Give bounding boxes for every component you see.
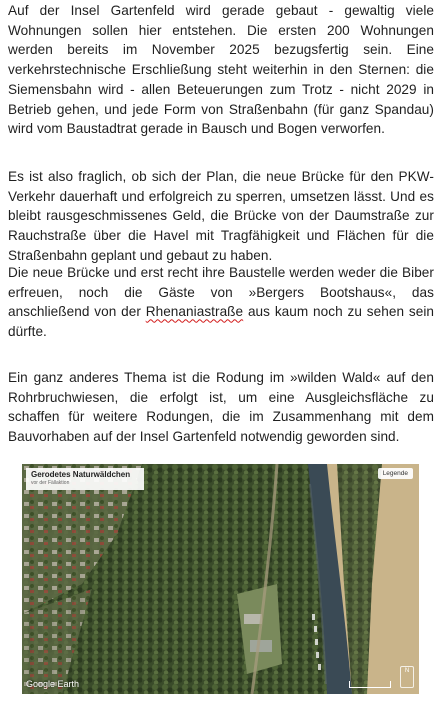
scale-bar (349, 681, 391, 688)
google-earth-watermark: Google Earth (26, 679, 80, 689)
paragraph-text-end: aus kaum noch zu sehen sein dürfte. (8, 304, 434, 340)
paragraph-text-start: Die neue Brücke und erst recht ihre Baustelle werden weder die Biber erfreuen, noch die Gäste von »Bergers Bootshaus«, das anschließend von der (8, 265, 434, 320)
map-caption-title: Gerodetes Naturwäldchen (31, 470, 131, 479)
aerial-photo (22, 464, 419, 694)
paragraph-rohrbruchwiesen: Ein ganz anderes Thema ist die Rodung im »wilden Wald« auf den Rohrbruchwiesen, die erfolgt ist, um eine Ausgleichsfläche zu schaffen für weitere Rodungen, die im Zusammenhang mit dem Bauvorhaben auf der Insel Gartenfeld notwendig geworden sind. (8, 370, 434, 445)
map-caption-box (26, 468, 144, 490)
paragraph-gartenfeld: Auf der Insel Gartenfeld wird gerade gebaut - gewaltig viele Wohnungen sollen hier entstehen. Die ersten 200 Wohnungen werden bereits im November 2025 bezugsfertig sein. Eine verkehrstechnische Erschließung steht weiterhin in den Sternen: die Siemensbahn wird - allen Beteuerungen zum Trotz - nicht 2029 in Betrieb gehen, und jede Form von Straßenbahn (für ganz Spandau) wird vom Baustadtrat gerade in Bausch und Bogen verworfen. (8, 3, 434, 137)
map-caption-subtitle: vor der Fällaktion (31, 480, 70, 486)
spellcheck-flagged-word[interactable]: Rhenaniastraße (145, 304, 244, 320)
aerial-image (22, 464, 419, 694)
paragraph-bridge-plan: Es ist also fraglich, ob sich der Plan, die neue Brücke für den PKW-Verkehr dauerhaft und erfolgreich zu sperren, umsetzen lässt. Und es bleibt rausgeschmissenes Geld, die Brücke von der Daumstraße zur Rauchstraße über die Havel mit Tragfähigkeit und Flächen für die Straßenbahn geplant und gebaut zu haben. (8, 169, 434, 263)
legend-button[interactable]: Legende (378, 468, 413, 479)
paragraph-beaver-bootshaus (8, 263, 434, 342)
compass-icon[interactable]: N (400, 666, 414, 688)
